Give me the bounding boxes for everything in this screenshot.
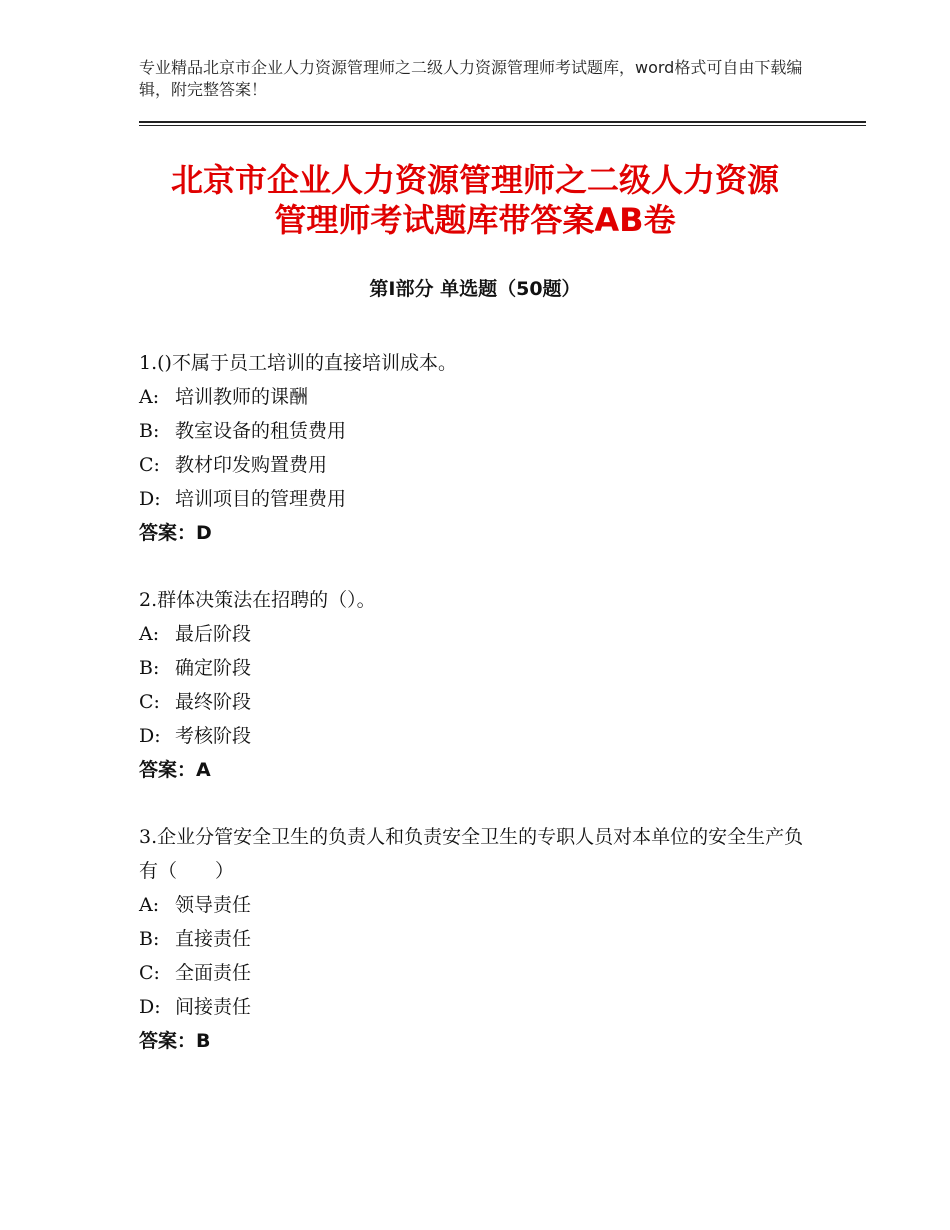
answer-line: 答案：A xyxy=(139,759,211,781)
question-stem: 2.群体决策法在招聘的（）。 xyxy=(139,589,376,611)
question-1 xyxy=(139,346,819,550)
question-list xyxy=(139,346,819,1091)
option-d xyxy=(139,719,819,753)
option-text: 领导责任 xyxy=(175,894,252,916)
header-note: 专业精品北京市企业人力资源管理师之二级人力资源管理师考试题库，word格式可自由下载编辑，附完整答案！ xyxy=(139,58,803,99)
option-text: 最后阶段 xyxy=(175,623,252,645)
option-text: 考核阶段 xyxy=(175,725,252,747)
option-text: 培训项目的管理费用 xyxy=(175,488,347,510)
option-b xyxy=(139,414,819,448)
option-text: 培训教师的课酬 xyxy=(175,386,309,408)
section-title: 第Ⅰ部分 单选题（50题） xyxy=(369,278,581,300)
answer-line: 答案：B xyxy=(139,1030,211,1052)
option-letter: B: xyxy=(139,657,160,679)
option-letter: C: xyxy=(139,454,160,476)
option-letter: A: xyxy=(139,623,160,645)
answer-line: 答案：D xyxy=(139,522,212,544)
option-letter: A: xyxy=(139,894,160,916)
header-divider-thin xyxy=(139,125,866,126)
option-b xyxy=(139,922,819,956)
question-stem: 3.企业分管安全卫生的负责人和负责安全卫生的专职人员对本单位的安全生产负有（ ） xyxy=(139,826,804,882)
option-c xyxy=(139,448,819,482)
header-divider xyxy=(139,121,866,123)
option-a xyxy=(139,380,819,414)
option-d xyxy=(139,482,819,516)
option-letter: D: xyxy=(139,725,161,747)
document-title-line-2: 管理师考试题库带答案AB卷 xyxy=(274,201,676,239)
document-title xyxy=(100,160,850,240)
option-letter: C: xyxy=(139,691,160,713)
option-b xyxy=(139,651,819,685)
option-text: 直接责任 xyxy=(175,928,252,950)
option-text: 最终阶段 xyxy=(175,691,252,713)
option-letter: D: xyxy=(139,996,161,1018)
option-a xyxy=(139,888,819,922)
option-text: 全面责任 xyxy=(175,962,252,984)
option-text: 教材印发购置费用 xyxy=(175,454,328,476)
option-letter: C: xyxy=(139,962,160,984)
option-text: 间接责任 xyxy=(175,996,252,1018)
document-title-line-1: 北京市企业人力资源管理师之二级人力资源 xyxy=(170,161,779,199)
option-c xyxy=(139,685,819,719)
option-letter: D: xyxy=(139,488,161,510)
option-letter: B: xyxy=(139,420,160,442)
option-d xyxy=(139,990,819,1024)
option-letter: A: xyxy=(139,386,160,408)
question-2 xyxy=(139,583,819,787)
option-c xyxy=(139,956,819,990)
option-a xyxy=(139,617,819,651)
question-3 xyxy=(139,820,819,1058)
option-text: 教室设备的租赁费用 xyxy=(175,420,347,442)
option-letter: B: xyxy=(139,928,160,950)
question-stem: 1.()不属于员工培训的直接培训成本。 xyxy=(139,352,457,374)
option-text: 确定阶段 xyxy=(175,657,252,679)
